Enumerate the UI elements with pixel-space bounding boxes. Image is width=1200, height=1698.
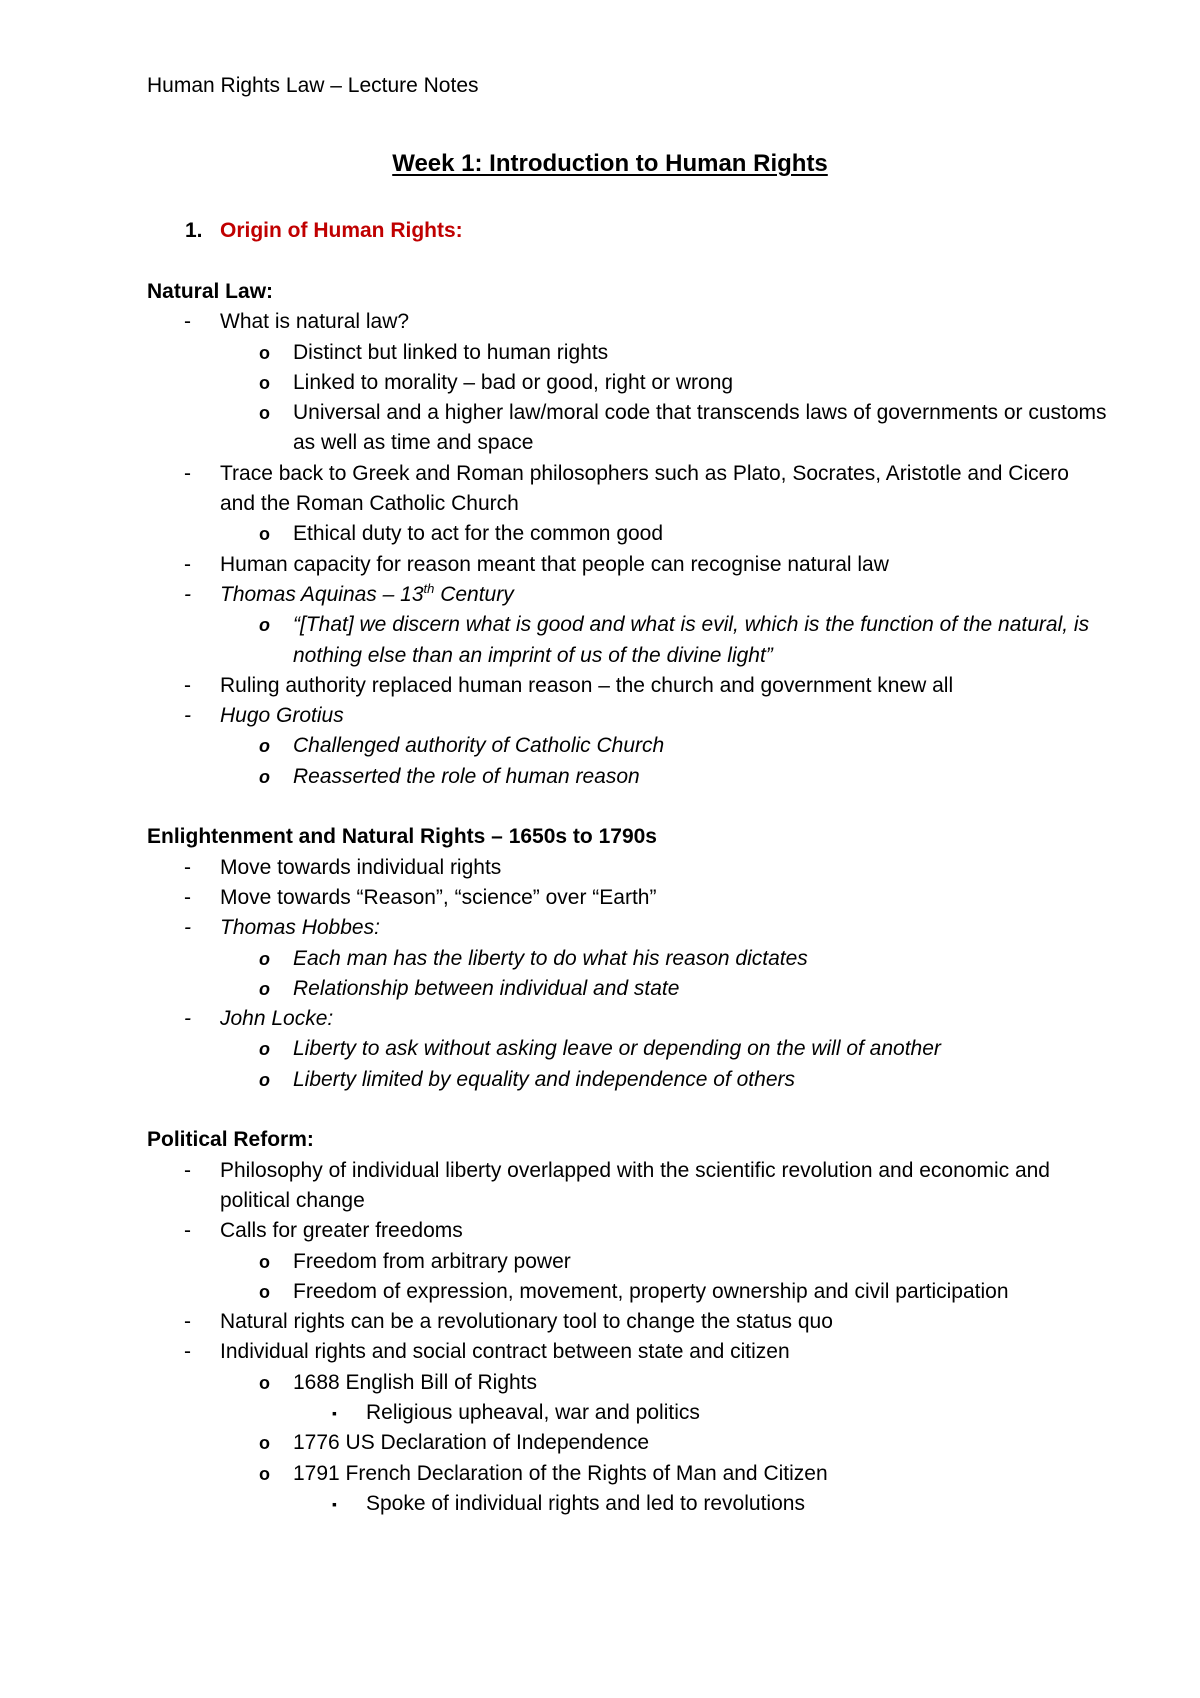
list-item: o Freedom of expression, movement, property ownership and civil participation [147, 1277, 1107, 1307]
circle-bullet-icon: o [259, 736, 270, 757]
dash-bullet-icon: - [184, 916, 191, 940]
list-item: o Ethical duty to act for the common good [147, 519, 1107, 549]
spacer [147, 792, 1107, 822]
dash-bullet-icon: - [184, 552, 191, 576]
page-header: Human Rights Law – Lecture Notes [147, 74, 479, 97]
circle-bullet-icon: o [259, 1251, 270, 1272]
section-number: 1. [185, 219, 203, 242]
list-item: o Liberty to ask without asking leave or depending on the will of another [147, 1034, 1107, 1064]
circle-bullet-icon: o [259, 1463, 270, 1484]
page-title: Week 1: Introduction to Human Rights [392, 150, 828, 177]
list-item: ▪ Religious upheaval, war and politics [147, 1398, 1107, 1428]
heading-political-reform: Political Reform: [147, 1128, 314, 1152]
dash-bullet-icon: - [184, 1007, 191, 1031]
circle-bullet-icon: o [259, 948, 270, 969]
list-item: - Human capacity for reason meant that people can recognise natural law [147, 550, 1107, 580]
list-item: - Ruling authority replaced human reason – the church and government knew all [147, 671, 1107, 701]
dash-bullet-icon: - [184, 704, 191, 728]
list-item: - Hugo Grotius [147, 701, 1107, 731]
dash-bullet-icon: - [184, 1340, 191, 1364]
list-item: o Challenged authority of Catholic Church [147, 731, 1107, 761]
heading-natural-law: Natural Law: [147, 280, 274, 303]
circle-bullet-icon: o [259, 524, 270, 545]
list-item: - Move towards “Reason”, “science” over “Earth” [147, 883, 1107, 913]
circle-bullet-icon: o [259, 1281, 270, 1302]
list-item: o Relationship between individual and state [147, 974, 1107, 1004]
circle-bullet-icon: o [259, 403, 270, 424]
dash-bullet-icon: - [184, 1219, 191, 1243]
list-item: - Calls for greater freedoms [147, 1216, 1107, 1246]
dash-bullet-icon: - [184, 1310, 191, 1334]
list-item: - Trace back to Greek and Roman philosophers such as Plato, Socrates, Aristotle and Cicero and the Roman Catholic Church [147, 459, 1107, 520]
list-item: - Thomas Hobbes: [147, 913, 1107, 943]
quote-item: o “[That] we discern what is good and what is evil, which is the function of the natural, is nothing else than an imprint of us of the divine light” [147, 610, 1107, 671]
list-item: o 1688 English Bill of Rights [147, 1368, 1107, 1398]
circle-bullet-icon: o [259, 372, 270, 393]
circle-bullet-icon: o [259, 1433, 270, 1454]
list-item: ▪ Spoke of individual rights and led to revolutions [147, 1489, 1107, 1519]
circle-bullet-icon: o [259, 1372, 270, 1393]
list-item: - Natural rights can be a revolutionary tool to change the status quo [147, 1307, 1107, 1337]
dash-bullet-icon: - [184, 885, 191, 909]
notes-body [147, 277, 1107, 1519]
circle-bullet-icon: o [259, 615, 270, 636]
section-title: Origin of Human Rights: [220, 219, 463, 242]
dash-bullet-icon: - [184, 1158, 191, 1182]
dash-bullet-icon: - [184, 582, 191, 606]
list-item: - John Locke: [147, 1004, 1107, 1034]
list-item: o Universal and a higher law/moral code that transcends laws of governments or customs as well as time and space [147, 398, 1107, 459]
circle-bullet-icon: o [259, 1039, 270, 1060]
list-item: o 1791 French Declaration of the Rights of Man and Citizen [147, 1459, 1107, 1489]
list-item: o Linked to morality – bad or good, right or wrong [147, 368, 1107, 398]
dash-bullet-icon: - [184, 310, 191, 334]
list-item: o Reasserted the role of human reason [147, 762, 1107, 792]
list-item: - Individual rights and social contract between state and citizen [147, 1337, 1107, 1367]
list-item: - Thomas Aquinas – 13th Century [147, 580, 1107, 610]
list-item: - Philosophy of individual liberty overlapped with the scientific revolution and economic and political change [147, 1156, 1107, 1217]
list-item: - What is natural law? [147, 307, 1107, 337]
dash-bullet-icon: - [184, 673, 191, 697]
dash-bullet-icon: - [184, 461, 191, 485]
list-item: o 1776 US Declaration of Independence [147, 1428, 1107, 1458]
list-item: o Each man has the liberty to do what his reason dictates [147, 944, 1107, 974]
dash-bullet-icon: - [184, 855, 191, 879]
list-item: o Distinct but linked to human rights [147, 338, 1107, 368]
square-bullet-icon: ▪ [332, 1404, 337, 1421]
list-item: o Liberty limited by equality and independence of others [147, 1065, 1107, 1095]
circle-bullet-icon: o [259, 978, 270, 999]
spacer [147, 1095, 1107, 1125]
circle-bullet-icon: o [259, 766, 270, 787]
circle-bullet-icon: o [259, 342, 270, 363]
list-item: o Freedom from arbitrary power [147, 1247, 1107, 1277]
heading-enlightenment: Enlightenment and Natural Rights – 1650s to 1790s [147, 825, 657, 849]
list-item: - Move towards individual rights [147, 853, 1107, 883]
square-bullet-icon: ▪ [332, 1495, 337, 1512]
circle-bullet-icon: o [259, 1069, 270, 1090]
